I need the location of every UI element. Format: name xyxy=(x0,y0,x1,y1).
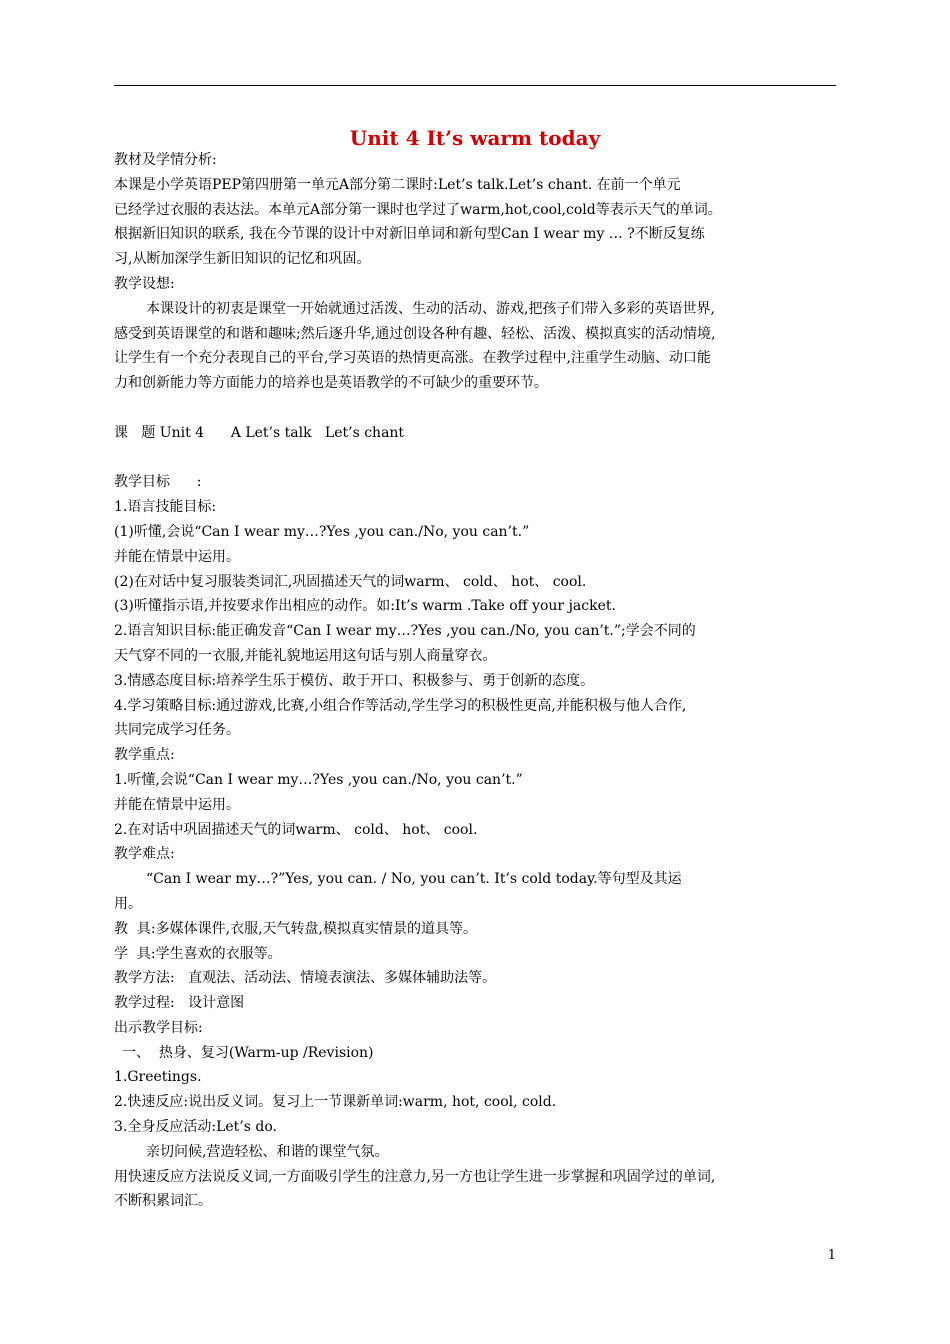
section-heading: 教学难点: xyxy=(114,846,175,863)
paragraph-line: 教 具:多媒体课件,衣服,天气转盘,模拟真实情景的道具等。 xyxy=(114,920,477,937)
list-item: 1.Greetings. xyxy=(114,1069,202,1086)
paragraph-line: 习,从断加深学生新旧知识的记忆和巩固。 xyxy=(114,251,371,268)
list-item: 2.快速反应:说出反义词。复习上一节课新单词:warm, hot, cool, cold. xyxy=(114,1094,557,1111)
paragraph-line: 不断积累词汇。 xyxy=(114,1193,212,1210)
document-body xyxy=(114,148,836,1214)
paragraph-line: 本课是小学英语PEP第四册第一单元A部分第二课时:Let’s talk.Let’s chant. 在前一个单元 xyxy=(114,176,681,193)
paragraph-line: 感受到英语课堂的和谐和趣味;然后逐升华,通过创设各种有趣、轻松、活泼、模拟真实的活动情境, xyxy=(114,325,716,342)
section-heading: 出示教学目标: xyxy=(114,1019,203,1036)
paragraph-line: 并能在情景中运用。 xyxy=(114,548,240,565)
paragraph-line: 共同完成学习任务。 xyxy=(114,722,240,739)
section-heading: 教学设想: xyxy=(114,275,175,292)
page-title: Unit 4 It’s warm today xyxy=(349,126,601,150)
list-item: (1)听懂,会说“Can I wear my…?Yes ,you can./No, you can’t.” xyxy=(114,523,530,540)
paragraph-line: 本课设计的初衷是课堂一开始就通过活泼、生动的活动、游戏,把孩子们带入多彩的英语世界, xyxy=(146,300,715,317)
list-item: 1.语言技能目标: xyxy=(114,499,217,516)
paragraph-line: 力和创新能力等方面能力的培养也是英语教学的不可缺少的重要环节。 xyxy=(114,375,548,392)
section-heading: 教材及学情分析: xyxy=(114,152,217,168)
paragraph-line: 已经学过衣服的表达法。本单元A部分第一课时也学过了warm,hot,cool,cold等表示天气的单词。 xyxy=(114,201,722,218)
section-heading: 教学目标 : xyxy=(114,474,202,491)
header-rule xyxy=(114,85,836,86)
section-heading: 一、 热身、复习(Warm-up /Revision) xyxy=(122,1044,374,1061)
list-item: 2.语言知识目标:能正确发音“Can I wear my…?Yes ,you can./No, you can’t.”;学会不同的 xyxy=(114,623,696,640)
paragraph-line: 让学生有一个充分表现自己的平台,学习英语的热情更高涨。在教学过程中,注重学生动脑、动口能 xyxy=(114,350,711,367)
list-item: (3)听懂指示语,并按要求作出相应的动作。如:It’s warm .Take off your jacket. xyxy=(114,598,616,615)
section-heading: 教学重点: xyxy=(114,747,175,764)
paragraph-line: 天气穿不同的一衣服,并能礼貌地运用这句话与别人商量穿衣。 xyxy=(114,647,497,664)
paragraph-line: “Can I wear my…?”Yes, you can. / No, you can’t. It’s cold today.等句型及其运 xyxy=(146,871,682,888)
list-item: 2.在对话中巩固描述天气的词warm、 cold、 hot、 cool. xyxy=(114,821,478,838)
paragraph-line: 用。 xyxy=(114,895,142,912)
paragraph-line: 并能在情景中运用。 xyxy=(114,796,240,813)
list-item: 3.情感态度目标:培养学生乐于模仿、敢于开口、积极参与、勇于创新的态度。 xyxy=(114,672,595,689)
paragraph-line: 亲切问候,营造轻松、和谐的课堂气氛。 xyxy=(146,1143,389,1160)
list-item: (2)在对话中复习服装类词汇,巩固描述天气的词warm、 cold、 hot、 cool. xyxy=(114,573,587,590)
lesson-topic: 课 题 Unit 4 A Let’s talk Let’s chant xyxy=(114,424,405,441)
paragraph-line: 根据新旧知识的联系, 我在今节课的设计中对新旧单词和新句型Can I wear my … ?不断反复练 xyxy=(114,226,705,243)
list-item: 1.听懂,会说“Can I wear my…?Yes ,you can./No, you can’t.” xyxy=(114,771,523,788)
paragraph-line: 教学过程: 设计意图 xyxy=(114,995,245,1012)
paragraph-line: 用快速反应方法说反义词,一方面吸引学生的注意力,另一方也让学生进一步掌握和巩固学过的单词, xyxy=(114,1168,716,1185)
paragraph-line: 教学方法: 直观法、活动法、情境表演法、多媒体辅助法等。 xyxy=(114,970,497,987)
list-item: 3.全身反应活动:Let’s do. xyxy=(114,1119,277,1136)
list-item: 4.学习策略目标:通过游戏,比赛,小组合作等活动,学生学习的积极性更高,并能积极与他人合作, xyxy=(114,697,687,714)
paragraph-line: 学 具:学生喜欢的衣服等。 xyxy=(114,945,282,962)
page-number: 1 xyxy=(827,1248,836,1263)
